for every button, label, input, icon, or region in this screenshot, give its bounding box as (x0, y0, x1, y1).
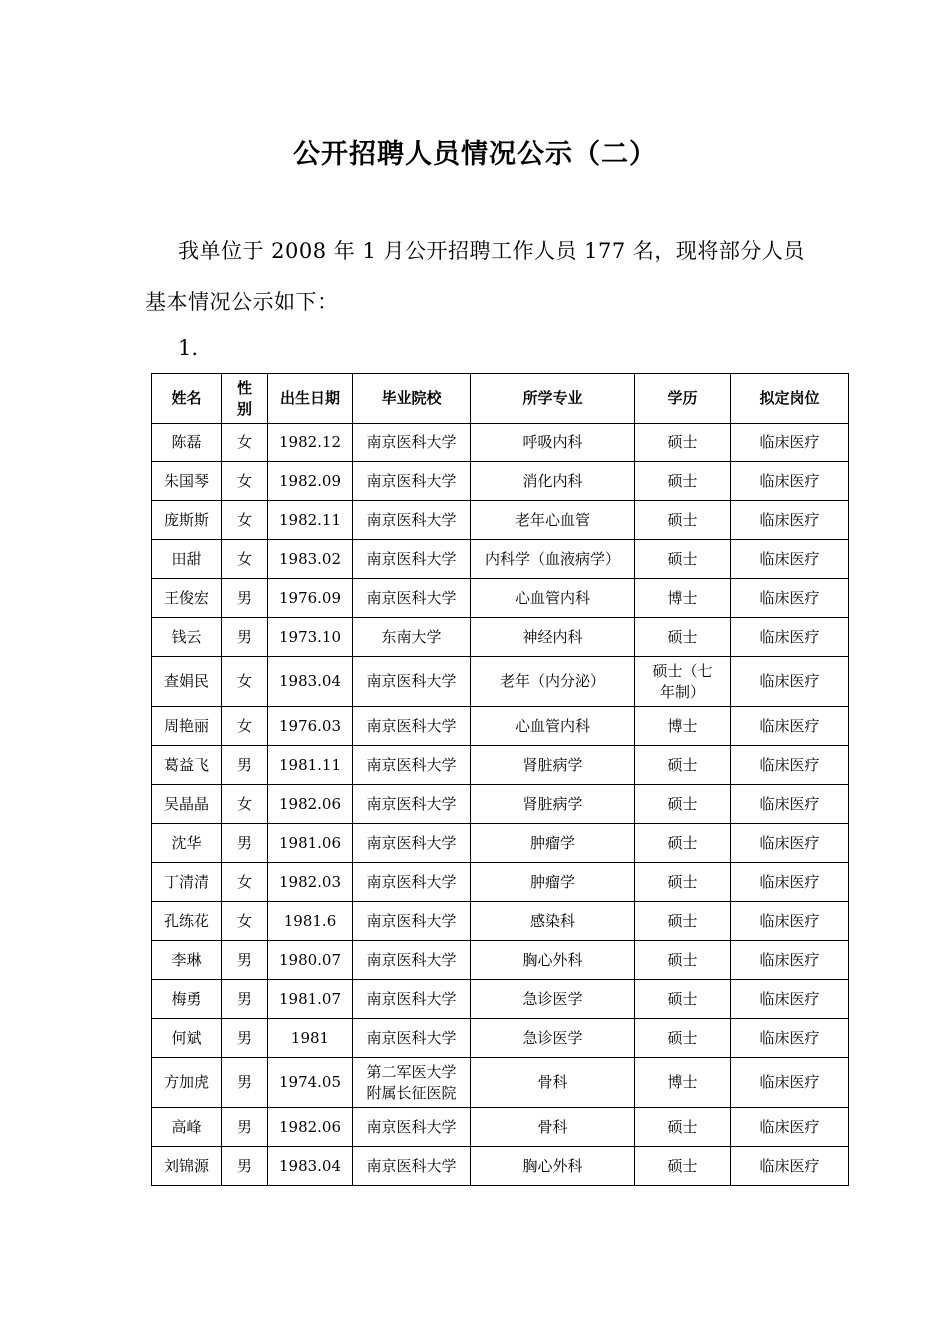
cell-school (353, 902, 471, 941)
cell-gender-text: 女 (236, 716, 252, 735)
cell-major-text: 急诊医学 (522, 989, 583, 1008)
cell-gender-text: 女 (236, 433, 252, 451)
cell-gender (222, 1108, 268, 1147)
cell-position-text: 临床医疗 (759, 755, 820, 774)
cell-birth-date (268, 902, 353, 941)
cell-major (471, 501, 635, 540)
cell-major (471, 1058, 635, 1108)
cell-position (731, 657, 849, 707)
cell-position (731, 707, 849, 746)
cell-birth-date (268, 980, 353, 1019)
cell-school (353, 824, 471, 863)
cell-position-text: 临床医疗 (759, 1028, 820, 1047)
cell-degree-text: 硕士 (667, 794, 698, 813)
cell-name-text: 孔练花 (163, 911, 209, 930)
cell-major-text: 内科学（血液病学） (484, 549, 620, 568)
cell-name (152, 746, 222, 785)
cell-school-text: 南京医科大学 (366, 989, 457, 1008)
cell-name (152, 1147, 222, 1186)
cell-gender (222, 579, 268, 618)
cell-school (353, 980, 471, 1019)
cell-name (152, 785, 222, 824)
cell-gender-text: 男 (236, 627, 252, 646)
cell-major (471, 980, 635, 1019)
cell-birth-date (268, 1108, 353, 1147)
cell-gender (222, 1058, 268, 1108)
cell-name-text: 高峰 (171, 1117, 202, 1136)
cell-school-text: 南京医科大学 (366, 510, 457, 529)
cell-birth-date (268, 746, 353, 785)
cell-degree (635, 863, 731, 902)
cell-position (731, 1058, 849, 1108)
cell-degree (635, 902, 731, 941)
cell-school (353, 501, 471, 540)
cell-major (471, 462, 635, 501)
cell-birth-date (268, 424, 353, 462)
cell-name-text: 王俊宏 (163, 588, 209, 607)
cell-school (353, 707, 471, 746)
cell-school-text: 南京医科大学 (366, 950, 457, 969)
cell-major-text: 老年（内分泌） (499, 672, 605, 690)
cell-major (471, 540, 635, 579)
cell-name (152, 618, 222, 657)
cell-gender (222, 501, 268, 540)
cell-major-text: 神经内科 (522, 627, 583, 646)
cell-name-text: 梅勇 (171, 989, 202, 1008)
header-gender (222, 374, 268, 424)
cell-school-text: 南京医科大学 (366, 549, 457, 568)
cell-birth-date (268, 824, 353, 863)
cell-degree (635, 941, 731, 980)
cell-major-text: 老年心血管 (514, 510, 590, 529)
cell-major-text: 肾脏病学 (522, 755, 583, 774)
cell-position-text: 临床医疗 (759, 1117, 820, 1136)
cell-gender (222, 707, 268, 746)
cell-gender-text: 女 (236, 872, 252, 891)
cell-degree (635, 785, 731, 824)
cell-name (152, 540, 222, 579)
cell-major (471, 746, 635, 785)
cell-birth-date-text: 1982.11 (278, 510, 342, 529)
cell-degree (635, 707, 731, 746)
table-row (152, 618, 849, 657)
cell-birth-date (268, 657, 353, 707)
cell-gender (222, 618, 268, 657)
table-row (152, 424, 849, 462)
cell-gender-text: 男 (236, 1028, 252, 1047)
cell-position-text: 临床医疗 (759, 833, 820, 852)
cell-name (152, 824, 222, 863)
cell-position-text: 临床医疗 (759, 471, 820, 490)
cell-position-text: 临床医疗 (759, 672, 820, 690)
cell-school (353, 1019, 471, 1058)
cell-gender-text: 男 (236, 833, 252, 852)
cell-major (471, 1019, 635, 1058)
cell-school-text: 南京医科大学 (366, 716, 457, 735)
cell-birth-date-text: 1982.09 (278, 471, 342, 490)
cell-gender (222, 1019, 268, 1058)
cell-school (353, 941, 471, 980)
table-header-row (152, 374, 849, 424)
table-row (152, 902, 849, 941)
cell-birth-date-text: 1982.12 (278, 433, 342, 451)
cell-position (731, 1147, 849, 1186)
cell-major-text: 骨科 (537, 1117, 568, 1136)
cell-school-text: 南京医科大学 (366, 755, 457, 774)
cell-gender-text: 女 (236, 510, 252, 529)
cell-position (731, 902, 849, 941)
cell-school-text: 第二军医大学附属长征医院 (366, 1062, 457, 1102)
cell-major (471, 863, 635, 902)
cell-major-text: 感染科 (529, 911, 575, 930)
cell-degree-text: 硕士 (667, 1117, 698, 1136)
cell-name-text: 何斌 (171, 1028, 202, 1047)
cell-gender (222, 424, 268, 462)
table-row (152, 1058, 849, 1108)
cell-position (731, 462, 849, 501)
page-title: 公开招聘人员情况公示（二） (293, 139, 657, 170)
cell-birth-date (268, 579, 353, 618)
cell-major (471, 1108, 635, 1147)
cell-name-text: 庞斯斯 (163, 510, 209, 529)
cell-degree (635, 657, 731, 707)
cell-birth-date-text: 1982.06 (278, 794, 342, 813)
cell-birth-date-text: 1983.04 (278, 672, 342, 690)
cell-gender-text: 男 (236, 1156, 252, 1175)
cell-degree (635, 501, 731, 540)
cell-birth-date-text: 1981.06 (278, 833, 342, 852)
cell-school (353, 785, 471, 824)
cell-major (471, 824, 635, 863)
cell-birth-date-text: 1982.06 (278, 1117, 342, 1136)
cell-birth-date-text: 1981.6 (283, 911, 337, 930)
cell-position (731, 824, 849, 863)
cell-name (152, 941, 222, 980)
cell-degree (635, 618, 731, 657)
header-major: 所学专业 (471, 374, 635, 424)
cell-gender (222, 746, 268, 785)
cell-birth-date-text: 1980.07 (278, 950, 342, 969)
cell-name-text: 葛益飞 (163, 755, 209, 774)
cell-birth-date (268, 501, 353, 540)
table-row (152, 1019, 849, 1058)
cell-degree (635, 1108, 731, 1147)
cell-gender-text: 女 (236, 549, 252, 568)
cell-degree-text: 硕士 (667, 433, 698, 451)
cell-gender (222, 980, 268, 1019)
cell-name (152, 462, 222, 501)
table-row (152, 462, 849, 501)
cell-gender-text: 男 (236, 755, 252, 774)
cell-position (731, 980, 849, 1019)
cell-degree (635, 579, 731, 618)
cell-name-text: 刘锦源 (163, 1156, 209, 1175)
table-row (152, 657, 849, 707)
cell-degree-text: 硕士 (667, 755, 698, 774)
cell-degree-text: 硕士 (667, 510, 698, 529)
cell-major (471, 657, 635, 707)
cell-major (471, 707, 635, 746)
cell-position-text: 临床医疗 (759, 1073, 820, 1091)
cell-position (731, 863, 849, 902)
cell-degree-text: 硕士 (667, 950, 698, 969)
cell-position-text: 临床医疗 (759, 989, 820, 1008)
cell-birth-date-text: 1973.10 (278, 627, 342, 646)
cell-school-text: 南京医科大学 (366, 471, 457, 490)
cell-position (731, 618, 849, 657)
cell-school (353, 1058, 471, 1108)
table-row (152, 785, 849, 824)
table-row (152, 746, 849, 785)
cell-gender-text: 女 (236, 794, 252, 813)
cell-name-text: 陈磊 (171, 433, 202, 451)
cell-degree (635, 980, 731, 1019)
header-name: 姓名 (152, 374, 222, 424)
cell-birth-date (268, 1058, 353, 1108)
cell-name-text: 钱云 (171, 627, 202, 646)
cell-degree-text: 硕士 (667, 1156, 698, 1175)
cell-gender (222, 540, 268, 579)
cell-degree-text: 硕士 (667, 872, 698, 891)
table-row (152, 941, 849, 980)
cell-school (353, 424, 471, 462)
cell-name (152, 1058, 222, 1108)
cell-degree-text: 博士 (667, 1073, 698, 1091)
cell-gender (222, 824, 268, 863)
cell-gender (222, 657, 268, 707)
cell-school (353, 746, 471, 785)
cell-gender-text: 女 (236, 672, 252, 690)
cell-major-text: 胸心外科 (522, 950, 583, 969)
cell-degree-text: 博士 (667, 716, 698, 735)
header-degree: 学历 (635, 374, 731, 424)
cell-position (731, 424, 849, 462)
cell-school (353, 657, 471, 707)
cell-school-text: 东南大学 (381, 627, 442, 646)
cell-birth-date (268, 1147, 353, 1186)
cell-position-text: 临床医疗 (759, 627, 820, 646)
cell-position-text: 临床医疗 (759, 950, 820, 969)
cell-name-text: 李琳 (171, 950, 202, 969)
cell-position-text: 临床医疗 (759, 1156, 820, 1175)
cell-degree (635, 424, 731, 462)
cell-degree-text: 博士 (667, 588, 698, 607)
cell-major-text: 心血管内科 (514, 716, 590, 735)
cell-birth-date (268, 941, 353, 980)
intro-paragraph-line-2: 基本情况公示如下： (145, 290, 339, 314)
cell-gender-text: 男 (236, 1117, 252, 1136)
cell-degree-text: 硕士 (667, 471, 698, 490)
cell-school-text: 南京医科大学 (366, 433, 457, 451)
cell-position-text: 临床医疗 (759, 433, 820, 451)
cell-major (471, 424, 635, 462)
cell-name-text: 查娟民 (163, 672, 209, 690)
cell-major-text: 呼吸内科 (522, 433, 583, 451)
cell-name-text: 沈华 (171, 833, 202, 852)
cell-name-text: 方加虎 (163, 1073, 209, 1091)
cell-position (731, 579, 849, 618)
cell-major-text: 肾脏病学 (522, 794, 583, 813)
cell-school (353, 1108, 471, 1147)
cell-major (471, 785, 635, 824)
cell-school-text: 南京医科大学 (366, 1117, 457, 1136)
cell-school-text: 南京医科大学 (366, 672, 457, 690)
cell-position-text: 临床医疗 (759, 872, 820, 891)
table-row (152, 1108, 849, 1147)
cell-major (471, 941, 635, 980)
cell-gender-text: 男 (236, 950, 252, 969)
cell-name (152, 1019, 222, 1058)
cell-degree (635, 462, 731, 501)
cell-gender-text: 男 (236, 1073, 252, 1091)
cell-birth-date-text: 1974.05 (278, 1073, 342, 1091)
cell-degree (635, 1147, 731, 1186)
cell-position (731, 941, 849, 980)
table-row (152, 863, 849, 902)
cell-degree (635, 824, 731, 863)
cell-name (152, 902, 222, 941)
cell-birth-date-text: 1982.03 (278, 872, 342, 891)
cell-major (471, 1147, 635, 1186)
cell-degree-text: 硕士 (667, 989, 698, 1008)
cell-school (353, 618, 471, 657)
cell-name (152, 424, 222, 462)
cell-gender (222, 902, 268, 941)
cell-position (731, 501, 849, 540)
cell-school-text: 南京医科大学 (366, 794, 457, 813)
header-birth-date: 出生日期 (268, 374, 353, 424)
cell-birth-date (268, 462, 353, 501)
cell-major-text: 肿瘤学 (529, 872, 575, 891)
table-row (152, 540, 849, 579)
header-position: 拟定岗位 (731, 374, 849, 424)
cell-name (152, 501, 222, 540)
cell-major-text: 胸心外科 (522, 1156, 583, 1175)
cell-gender-text: 女 (236, 911, 252, 930)
cell-name (152, 980, 222, 1019)
cell-gender-text: 男 (236, 989, 252, 1008)
cell-name (152, 657, 222, 707)
cell-position (731, 540, 849, 579)
cell-degree-text: 硕士 (667, 549, 698, 568)
cell-birth-date (268, 618, 353, 657)
cell-position (731, 785, 849, 824)
cell-position-text: 临床医疗 (759, 911, 820, 930)
cell-school-text: 南京医科大学 (366, 911, 457, 930)
cell-gender (222, 1147, 268, 1186)
cell-position-text: 临床医疗 (759, 794, 820, 813)
cell-name-text: 田甜 (171, 549, 202, 568)
cell-school (353, 863, 471, 902)
cell-position-text: 临床医疗 (759, 588, 820, 607)
cell-birth-date (268, 785, 353, 824)
table-row (152, 1147, 849, 1186)
cell-school-text: 南京医科大学 (366, 1028, 457, 1047)
cell-degree (635, 746, 731, 785)
cell-gender (222, 941, 268, 980)
cell-position (731, 1108, 849, 1147)
cell-birth-date (268, 1019, 353, 1058)
section-number: 1. (178, 336, 199, 360)
table-row (152, 501, 849, 540)
cell-degree (635, 1019, 731, 1058)
cell-degree-text: 硕士 (667, 627, 698, 646)
cell-name (152, 863, 222, 902)
table-row (152, 579, 849, 618)
header-gender-label: 性别 (236, 378, 252, 418)
table-row (152, 980, 849, 1019)
table-row (152, 824, 849, 863)
cell-gender (222, 462, 268, 501)
cell-position (731, 746, 849, 785)
cell-gender (222, 863, 268, 902)
cell-major-text: 心血管内科 (514, 588, 590, 607)
cell-major (471, 618, 635, 657)
cell-position (731, 1019, 849, 1058)
cell-birth-date-text: 1976.09 (278, 588, 342, 607)
cell-school (353, 579, 471, 618)
cell-school (353, 540, 471, 579)
cell-major-text: 骨科 (537, 1073, 568, 1091)
cell-major (471, 579, 635, 618)
cell-name (152, 707, 222, 746)
cell-gender (222, 785, 268, 824)
cell-name (152, 579, 222, 618)
cell-birth-date (268, 863, 353, 902)
cell-position-text: 临床医疗 (759, 510, 820, 529)
cell-birth-date-text: 1981.07 (278, 989, 342, 1008)
personnel-table (151, 373, 849, 1186)
cell-major-text: 消化内科 (522, 471, 583, 490)
cell-birth-date (268, 707, 353, 746)
cell-degree (635, 540, 731, 579)
cell-school-text: 南京医科大学 (366, 1156, 457, 1175)
cell-school (353, 462, 471, 501)
cell-school-text: 南京医科大学 (366, 872, 457, 891)
cell-school-text: 南京医科大学 (366, 833, 457, 852)
cell-name (152, 1108, 222, 1147)
cell-degree (635, 1058, 731, 1108)
cell-birth-date-text: 1981.11 (278, 755, 342, 774)
cell-position-text: 临床医疗 (759, 716, 820, 735)
table-row (152, 707, 849, 746)
cell-birth-date-text: 1981 (290, 1028, 330, 1047)
cell-school (353, 1147, 471, 1186)
intro-paragraph-line-1: 我单位于 2008 年 1 月公开招聘工作人员 177 名，现将部分人员 (178, 239, 805, 263)
cell-name-text: 丁清清 (163, 872, 209, 891)
cell-school-text: 南京医科大学 (366, 588, 457, 607)
cell-gender-text: 女 (236, 471, 252, 490)
cell-degree-text: 硕士 (667, 833, 698, 852)
cell-birth-date-text: 1983.04 (278, 1156, 342, 1175)
cell-major-text: 肿瘤学 (529, 833, 575, 852)
cell-major-text: 急诊医学 (522, 1028, 583, 1047)
cell-name-text: 周艳丽 (163, 716, 209, 735)
cell-birth-date (268, 540, 353, 579)
cell-gender-text: 男 (236, 588, 252, 607)
cell-name-text: 朱国琴 (163, 471, 209, 490)
cell-degree-text: 硕士（七年制） (652, 661, 713, 701)
header-school: 毕业院校 (353, 374, 471, 424)
cell-birth-date-text: 1983.02 (278, 549, 342, 568)
cell-position-text: 临床医疗 (759, 549, 820, 568)
cell-major (471, 902, 635, 941)
cell-degree-text: 硕士 (667, 911, 698, 930)
cell-birth-date-text: 1976.03 (278, 716, 342, 735)
cell-name-text: 吴晶晶 (163, 794, 209, 813)
cell-degree-text: 硕士 (667, 1028, 698, 1047)
